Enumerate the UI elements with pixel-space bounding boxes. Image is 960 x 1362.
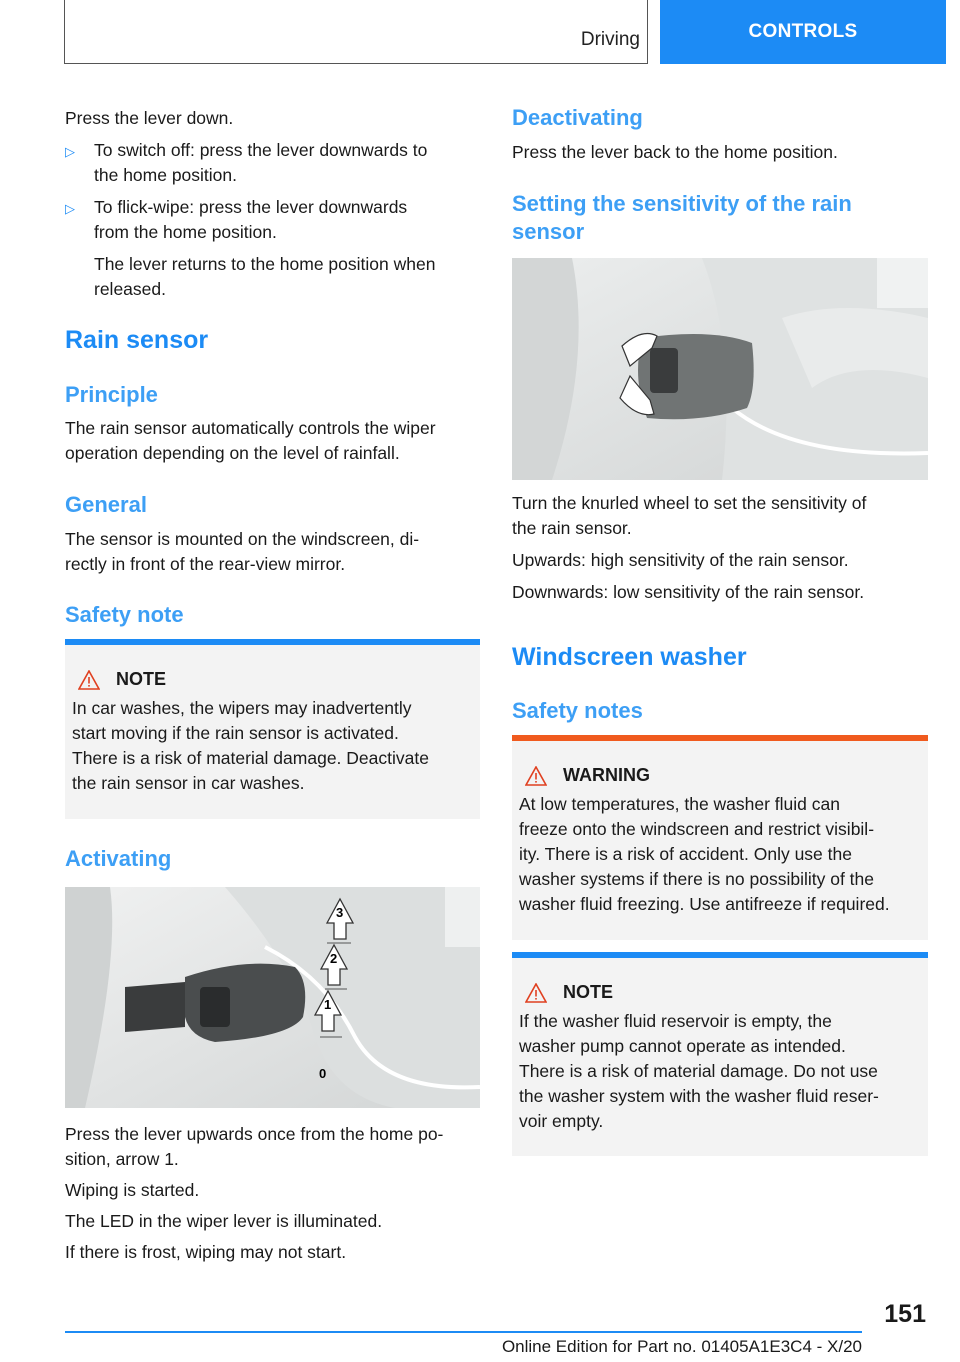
deactivating-text: Press the lever back to the home position. xyxy=(512,142,838,162)
figure-label-0: 0 xyxy=(319,1066,327,1081)
heading-general: General xyxy=(65,492,147,517)
heading-sensitivity: Setting the sensitivity of the rain sensor xyxy=(512,191,852,244)
activating-text-2: Wiping is started. xyxy=(65,1180,200,1200)
activating-text-1: Press the lever upwards once from the home po- sition, arrow 1. xyxy=(65,1124,444,1169)
wiper-lever-figure xyxy=(65,887,480,1108)
list-item: ▷ To switch off: press the lever downwards to the home position. xyxy=(65,140,428,185)
note-text: In car washes, the wipers may inadvertently start moving if the rain sensor is activated. There is a risk of material damage. Deactivate the rain sensor in car washes. xyxy=(72,698,429,793)
page-number: 151 xyxy=(884,1300,926,1328)
note-box-2 xyxy=(512,952,928,1156)
footer-edition: Online Edition for Part no. 01405A1E3C4 - X/20 xyxy=(501,1337,862,1356)
warning-title: WARNING xyxy=(563,765,650,785)
figure-label-3: 3 xyxy=(336,905,344,920)
note-box xyxy=(65,639,480,819)
sensitivity-wheel-figure xyxy=(512,258,928,480)
heading-activating: Activating xyxy=(65,846,172,871)
header-tab-controls[interactable]: CONTROLS xyxy=(660,0,946,64)
general-text: The sensor is mounted on the windscreen, di- rectly in front of the rear-view mirror. xyxy=(65,529,420,574)
warning-bar xyxy=(512,735,928,741)
note-bar xyxy=(512,952,928,958)
list-item: ▷ To flick-wipe: press the lever downwards from the home position. xyxy=(65,197,408,242)
warning-triangle-icon xyxy=(525,983,547,1003)
figure-label-2: 2 xyxy=(330,951,338,966)
footer-divider xyxy=(65,1331,862,1333)
warning-text: At low temperatures, the washer fluid can freeze onto the windscreen and restrict visibil- ity. There is a risk of accident. Only use the washer systems if there is no possibility of the washer fluid freezing. Use antifreeze if required. xyxy=(519,794,890,914)
activating-text-3: The LED in the wiper lever is illuminated. xyxy=(65,1211,383,1231)
header-frame xyxy=(64,0,648,64)
header-section-title: Driving xyxy=(580,29,640,50)
heading-windscreen-washer: Windscreen washer xyxy=(512,643,747,671)
sensitivity-text-2: Upwards: high sensitivity of the rain sensor. xyxy=(512,550,849,570)
heading-rain-sensor: Rain sensor xyxy=(65,326,209,354)
note-title: NOTE xyxy=(116,669,167,689)
list-item-detail: The lever returns to the home position when released. xyxy=(94,254,436,299)
warning-triangle-icon xyxy=(78,670,100,690)
heading-deactivating: Deactivating xyxy=(512,105,643,130)
activating-text-4: If there is frost, wiping may not start. xyxy=(65,1242,347,1262)
warning-triangle-icon xyxy=(525,766,547,786)
heading-safety-note: Safety note xyxy=(65,602,184,627)
sensitivity-text-3: Downwards: low sensitivity of the rain sensor. xyxy=(512,582,865,602)
sensitivity-text-1: Turn the knurled wheel to set the sensitivity of the rain sensor. xyxy=(512,493,867,538)
note-text: If the washer fluid reservoir is empty, the washer pump cannot operate as intended. There is a risk of material damage. Do not use the washer system with the washer fluid reser- voir empty. xyxy=(519,1011,879,1131)
intro-text: Press the lever down. xyxy=(65,108,234,128)
note-title: NOTE xyxy=(563,982,614,1002)
heading-safety-notes: Safety notes xyxy=(512,698,643,723)
heading-principle: Principle xyxy=(65,382,158,407)
note-bar xyxy=(65,639,480,645)
principle-text: The rain sensor automatically controls the wiper operation depending on the level of rainfall. xyxy=(65,418,436,463)
triangle-bullet-icon: ▷ xyxy=(65,144,75,159)
warning-box xyxy=(512,735,928,940)
triangle-bullet-icon: ▷ xyxy=(65,201,75,216)
figure-label-1: 1 xyxy=(324,997,332,1012)
